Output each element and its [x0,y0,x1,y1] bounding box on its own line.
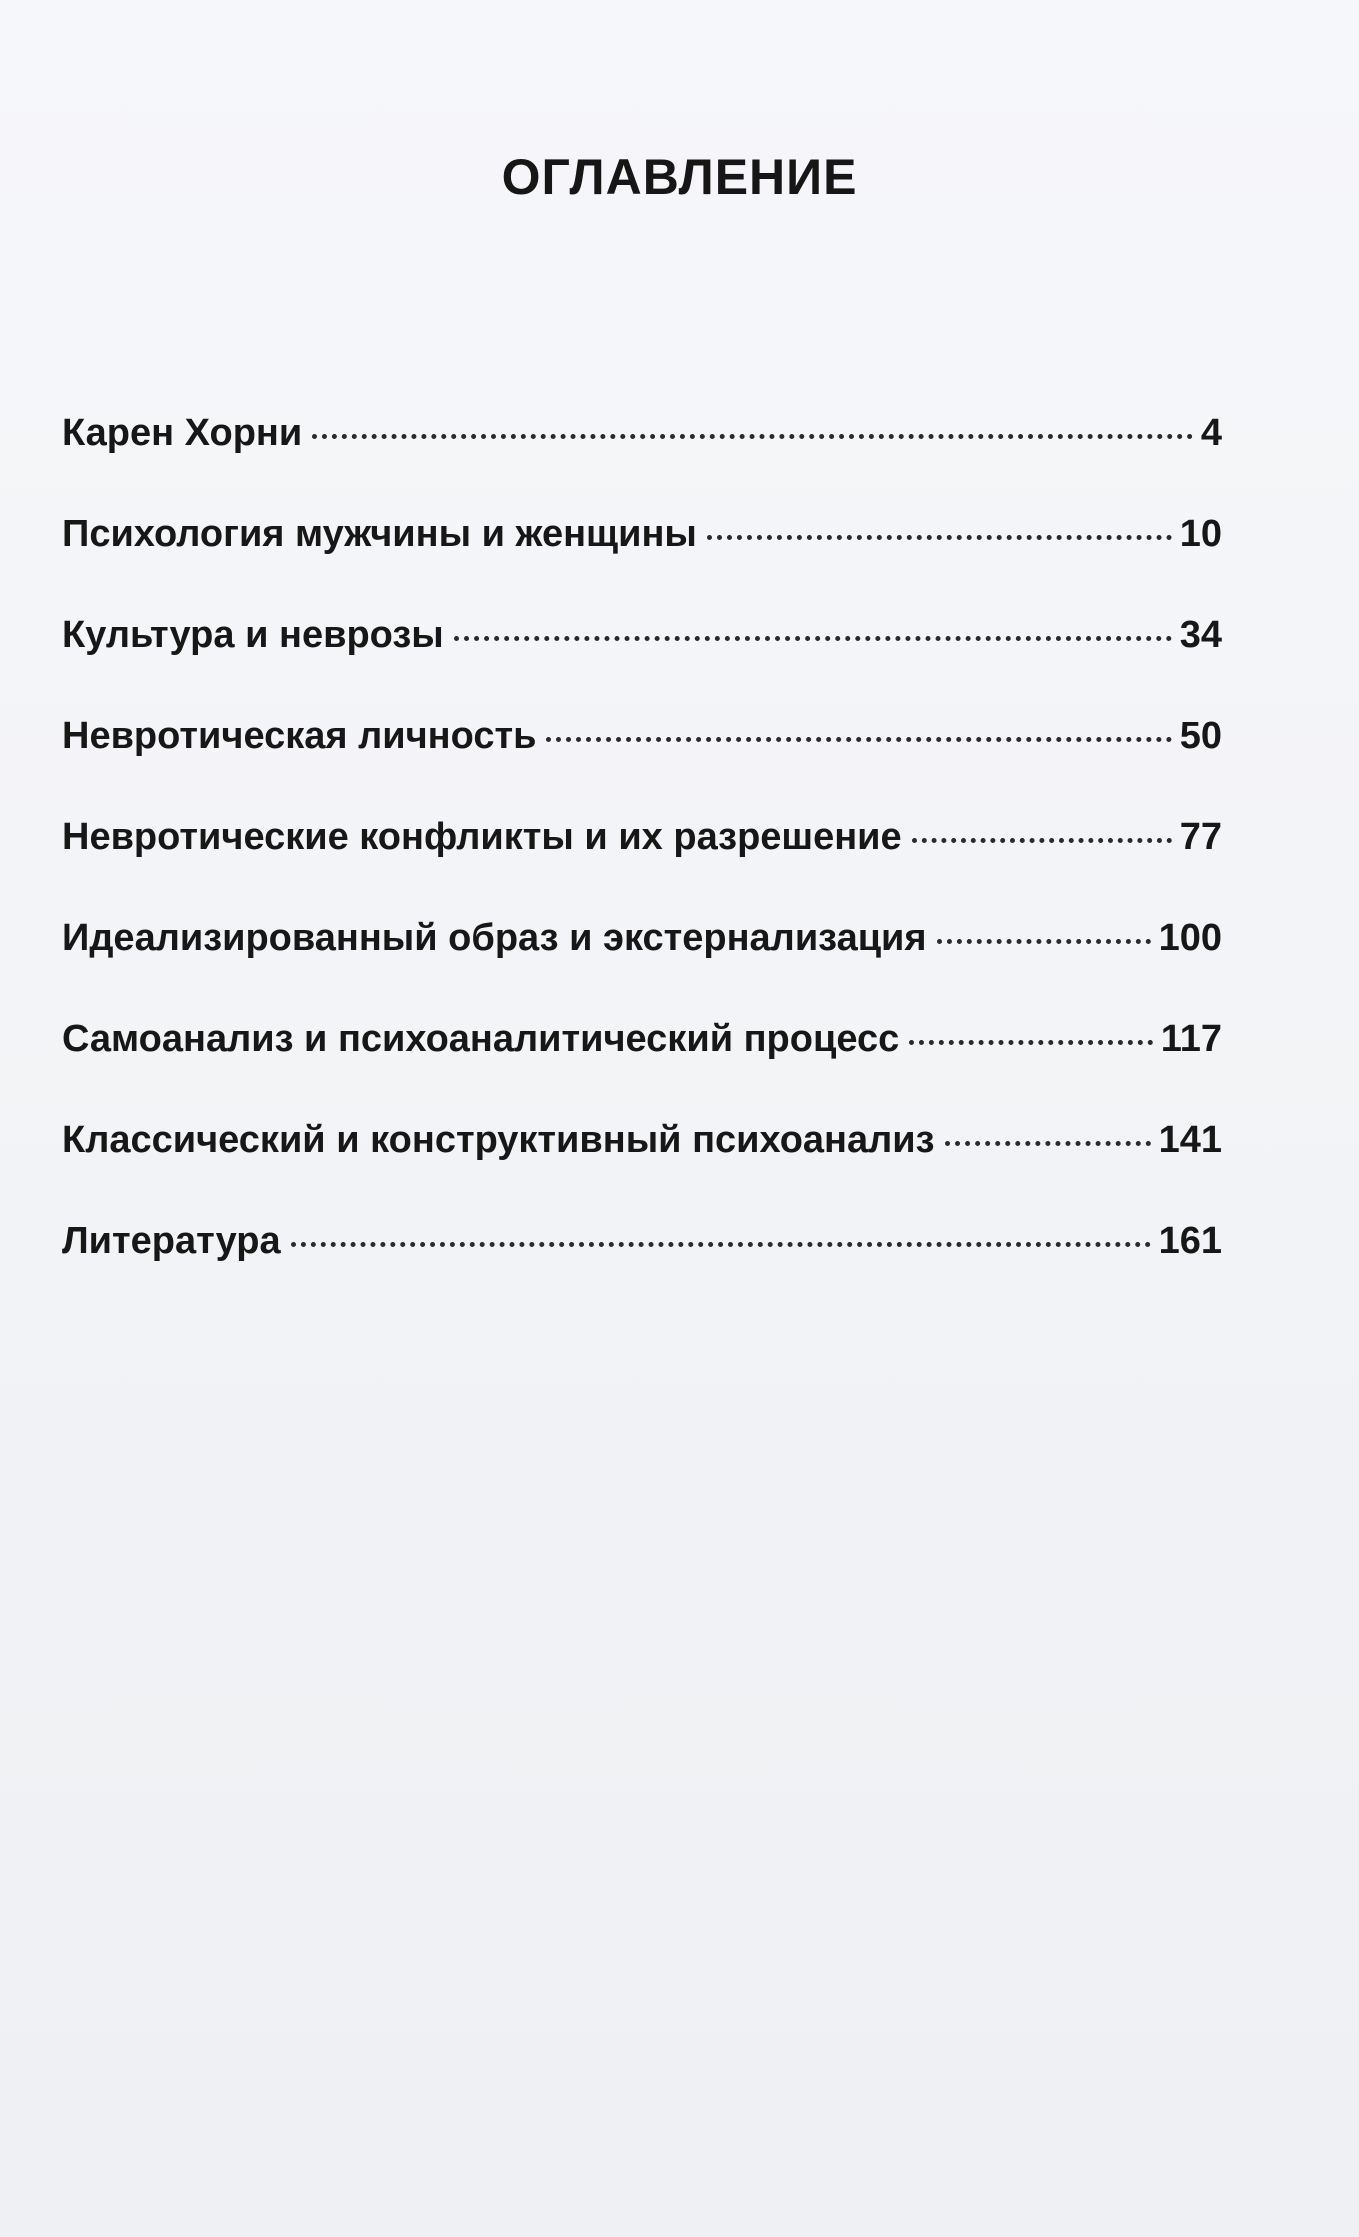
toc-entry [62,412,1222,513]
toc-entry-page: 10 [1179,513,1222,555]
toc-entry-page: 34 [1179,614,1222,656]
toc-entry-title: Идеализированный образ и экстернализация [62,917,927,959]
dot-leader [454,636,1172,641]
dot-leader [937,939,1151,944]
toc-entry [62,513,1222,614]
toc-entry-title: Психология мужчины и женщины [62,513,697,555]
toc-entry-page: 50 [1179,715,1222,757]
toc-entry [62,614,1222,715]
toc-entry [62,1119,1222,1220]
toc-entry-title: Культура и неврозы [62,614,444,656]
page-title: ОГЛАВЛЕНИЕ [501,149,858,205]
table-of-contents [62,412,1222,1321]
toc-entry-page: 161 [1158,1220,1222,1262]
toc-entry [62,816,1222,917]
toc-entry-page: 77 [1179,816,1222,858]
toc-entry [62,715,1222,816]
toc-entry-title: Невротические конфликты и их разрешение [62,816,902,858]
dot-leader [909,1040,1152,1045]
toc-entry-title: Невротическая личность [62,715,537,757]
toc-entry-page: 100 [1158,917,1222,959]
toc-entry-title: Классический и конструктивный психоанализ [62,1119,935,1161]
toc-entry [62,917,1222,1018]
toc-entry-title: Самоанализ и психоаналитический процесс [62,1018,900,1060]
dot-leader [546,737,1171,742]
toc-entry-title: Карен Хорни [62,412,303,454]
toc-entry-page: 141 [1158,1119,1222,1161]
dot-leader [291,1242,1151,1247]
dot-leader [912,838,1172,843]
toc-entry [62,1220,1222,1321]
toc-entry-title: Литература [62,1220,281,1262]
dot-leader [945,1141,1151,1146]
toc-entry-page: 4 [1200,412,1222,454]
dot-leader [707,535,1172,540]
dot-leader [312,434,1193,439]
toc-entry [62,1018,1222,1119]
toc-entry-page: 117 [1160,1018,1222,1060]
